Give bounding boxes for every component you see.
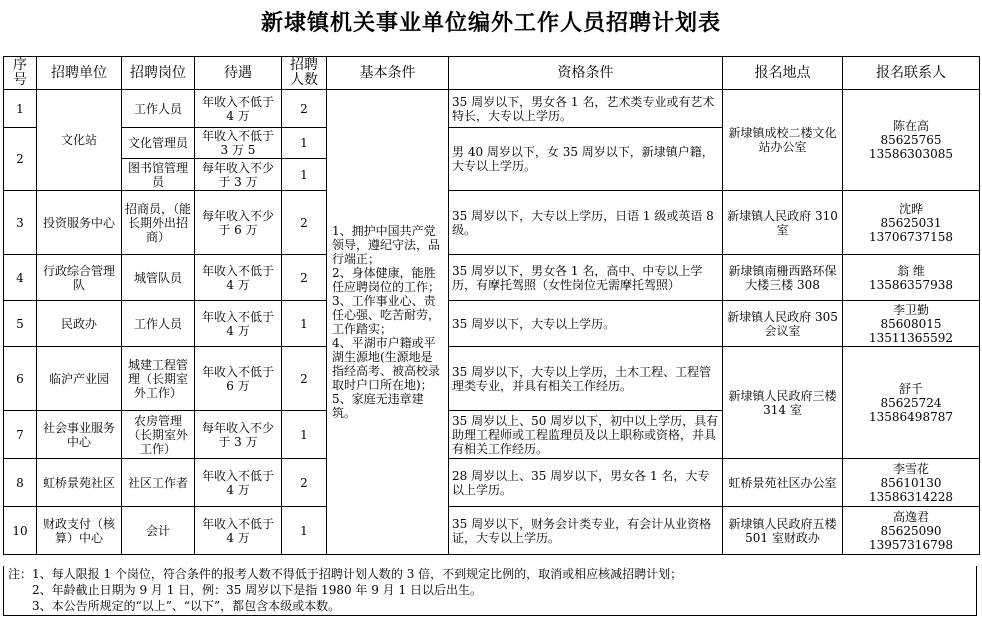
contact-mobile: 13706737158 [869, 229, 953, 244]
cell-pay: 每年收入不少于 3 万 [195, 159, 282, 191]
cell-unit: 民政办 [37, 301, 122, 347]
cell-contact [843, 90, 980, 191]
cell-qual: 28 周岁以上、35 周岁以下，男女各 1 名，大专以上学历。 [449, 459, 723, 507]
cell-count: 1 [282, 411, 327, 459]
cell-pay: 年收入不低于 6 万 [195, 347, 282, 411]
header-row [4, 57, 980, 90]
header-qual: 资格条件 [449, 57, 723, 90]
cell-place: 新埭镇南栅西路环保大楼三楼 308 [723, 255, 843, 301]
header-basic: 基本条件 [327, 57, 449, 90]
cell-seq: 6 [4, 347, 37, 411]
cell-place: 新埭镇人民政府 310 室 [723, 191, 843, 255]
contact-name: 李雪花 [892, 461, 929, 476]
cell-seq: 8 [4, 459, 37, 507]
note-line: 3、本公告所规定的“以上”、“以下”，都包含本级或本数。 [32, 599, 341, 613]
table-row [4, 459, 980, 507]
cell-place: 新埭镇人民政府 305 会议室 [723, 301, 843, 347]
cell-contact [843, 347, 980, 459]
contact-phone: 85610130 [880, 475, 942, 490]
cell-count: 1 [282, 159, 327, 191]
contact-phone: 85608015 [880, 316, 942, 331]
cell-pay: 年收入不低于 4 万 [195, 255, 282, 301]
page-title: 新埭镇机关事业单位编外工作人员招聘计划表 [260, 11, 721, 36]
table-row [4, 255, 980, 301]
cell-pay: 年收入不低于 4 万 [195, 507, 282, 555]
cell-basic-conditions: 1、拥护中国共产党领导，遵纪守法，品行端正； 2、身体健康，能胜任应聘岗位的工作； 3、工作事业心、责任心强、吃苦耐劳，工作踏实； 4、平湖市户籍或平湖生源地(生源地是指经高考、被高校录取时户口所在地)； 5、家庭无违章建筑。 [327, 90, 449, 555]
cell-qual: 35 周岁以下，财务会计类专业，有会计从业资格证，大专以上学历。 [449, 507, 723, 555]
contact-phone: 85625090 [880, 523, 942, 538]
cell-unit: 行政综合管理队 [37, 255, 122, 301]
cell-qual: 35 周岁以下，大专以上学历，土木工程、工程管理类专业，并具有相关工作经历。 [449, 347, 723, 411]
cell-position: 工作人员 [122, 301, 195, 347]
contact-phone: 85625031 [880, 215, 942, 230]
header-pay: 待遇 [195, 57, 282, 90]
cell-seq: 1 [4, 90, 37, 128]
cell-unit: 财政支付（核算）中心 [37, 507, 122, 555]
notes-box [3, 566, 977, 616]
cell-position: 社区工作者 [122, 459, 195, 507]
contact-mobile: 13957316798 [869, 537, 953, 552]
cell-count: 2 [282, 90, 327, 128]
header-unit: 招聘单位 [37, 57, 122, 90]
cell-qual: 35 周岁以下，大专以上学历，日语 1 级或英语 8 级。 [449, 191, 723, 255]
cell-qual: 35 周岁以上、50 周岁以下，初中以上学历，具有助理工程师或工程监理员及以上职称或资格，并具有相关工作经历。 [449, 411, 723, 459]
cell-seq: 3 [4, 191, 37, 255]
note-line: 2、年龄截止日期为 9 月 1 日，例：35 周岁以下是指 1980 年 9 月 1 日以后出生。 [32, 583, 482, 597]
cell-unit: 虹桥景苑社区 [37, 459, 122, 507]
cell-qual: 35 周岁以下，大专以上学历。 [449, 301, 723, 347]
cell-place: 新埭镇人民政府五楼 501 室财政办 [723, 507, 843, 555]
cell-unit: 社会事业服务中心 [37, 411, 122, 459]
header-count: 招聘人数 [282, 57, 327, 90]
cell-qual: 35 周岁以下，男女各 1 名，艺术类专业或有艺术特长，大专以上学历。 [449, 90, 723, 128]
header-position: 招聘岗位 [122, 57, 195, 90]
contact-phone: 85625724 [880, 395, 942, 410]
cell-count: 1 [282, 128, 327, 159]
contact-mobile: 13511365592 [869, 330, 953, 345]
cell-pay: 年收入不低于 4 万 [195, 90, 282, 128]
cell-place: 虹桥景苑社区办公室 [723, 459, 843, 507]
cell-seq: 2 [4, 128, 37, 191]
cell-count: 1 [282, 301, 327, 347]
cell-pay: 年收入不低于 4 万 [195, 459, 282, 507]
cell-seq: 5 [4, 301, 37, 347]
contact-mobile: 13586303085 [869, 147, 953, 161]
cell-count: 2 [282, 347, 327, 411]
cell-position: 图书馆管理员 [122, 159, 195, 191]
cell-seq: 4 [4, 255, 37, 301]
cell-contact [843, 459, 980, 507]
cell-position: 会计 [122, 507, 195, 555]
cell-contact [843, 191, 980, 255]
cell-contact [843, 301, 980, 347]
cell-position: 农房管理（长期室外工作） [122, 411, 195, 459]
cell-unit: 投资服务中心 [37, 191, 122, 255]
cell-count: 2 [282, 255, 327, 301]
recruitment-table [3, 56, 980, 555]
cell-count: 2 [282, 191, 327, 255]
header-seq: 序号 [4, 57, 37, 90]
contact-phone: 85625765 [880, 133, 942, 147]
cell-unit: 临沪产业园 [37, 347, 122, 411]
table-row [4, 90, 980, 128]
contact-mobile: 13586498787 [869, 409, 953, 424]
cell-qual: 35 周岁以下，男女各 1 名，高中、中专以上学历，有摩托驾照（女性岗位无需摩托驾照） [449, 255, 723, 301]
contact-name: 沈晔 [898, 201, 923, 216]
cell-place: 新埭镇人民政府三楼 314 室 [723, 347, 843, 459]
cell-position: 招商员，（能长期外出招商） [122, 191, 195, 255]
contact-name: 高逸君 [892, 509, 929, 524]
cell-contact [843, 255, 980, 301]
contact-mobile: 13586357938 [869, 277, 953, 292]
cell-pay: 年收入不低于 4 万 [195, 301, 282, 347]
contact-name: 李卫勤 [892, 302, 929, 317]
table-row [4, 191, 980, 255]
contact-name: 翁 维 [897, 263, 925, 278]
cell-position: 城建工程管理（长期室外工作） [122, 347, 195, 411]
header-contact: 报名联系人 [843, 57, 980, 90]
header-place: 报名地点 [723, 57, 843, 90]
cell-count: 1 [282, 507, 327, 555]
cell-unit: 文化站 [37, 90, 122, 191]
cell-qual: 男 40 周岁以下，女 35 周岁以下，新埭镇户籍，大专以上学历。 [449, 128, 723, 191]
cell-position: 城管队员 [122, 255, 195, 301]
cell-pay: 每年收入不少于 6 万 [195, 191, 282, 255]
cell-seq: 10 [4, 507, 37, 555]
note-line: 注：1、每人限报 1 个岗位，符合条件的报考人数不得低于招聘计划人数的 3 倍，不到规定比例的，取消或相应核减招聘计划； [8, 567, 683, 581]
contact-mobile: 13586314228 [869, 489, 953, 504]
cell-position: 文化管理员 [122, 128, 195, 159]
contact-name: 陈在高 [892, 119, 929, 133]
cell-place: 新埭镇成校二楼文化站办公室 [723, 90, 843, 191]
contact-name: 舒千 [898, 381, 923, 396]
table-row [4, 507, 980, 555]
cell-position: 工作人员 [122, 90, 195, 128]
cell-pay: 每年收入不少于 3 万 [195, 411, 282, 459]
cell-count: 2 [282, 459, 327, 507]
cell-seq: 7 [4, 411, 37, 459]
cell-contact [843, 507, 980, 555]
cell-pay: 年收入不低于 3 万 5 [195, 128, 282, 159]
table-row [4, 347, 980, 411]
table-row [4, 301, 980, 347]
